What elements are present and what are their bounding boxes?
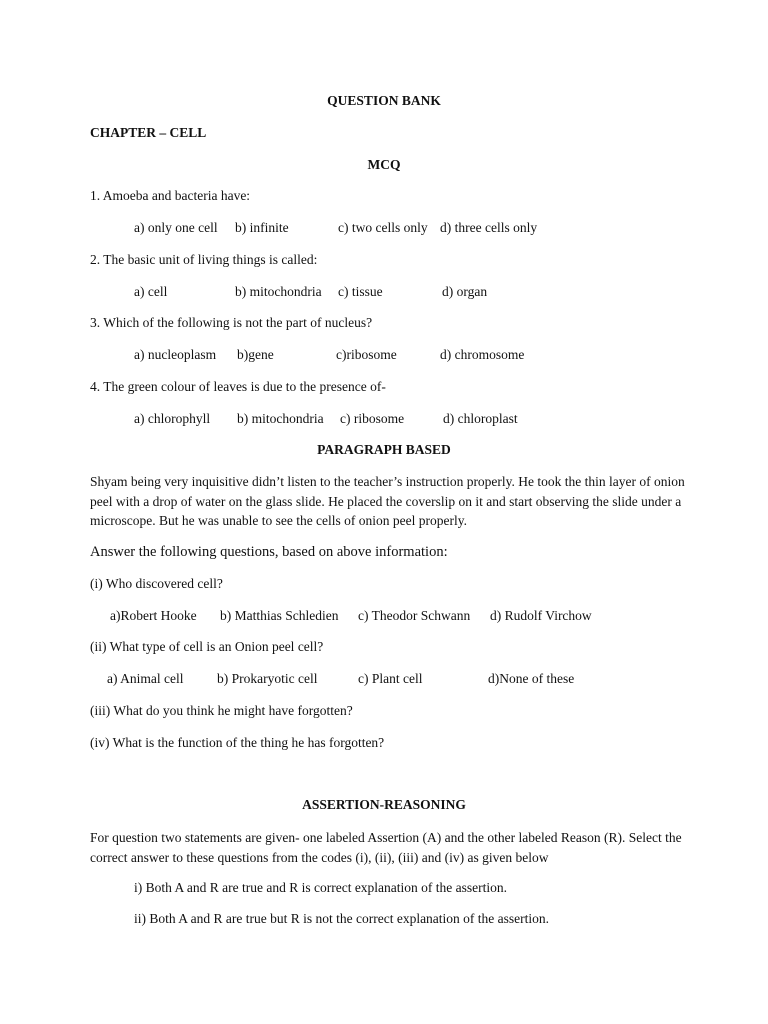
paragraph-passage: Shyam being very inquisitive didn’t listen to the teacher’s instruction properly. He took the thin layer of onion peel with a drop of water on the glass slide. He placed the coverslip on it and start observing the slide under a microscope. But he was unable to see the cells of onion peel properly. xyxy=(90,474,685,528)
mcq-3-option-d: d) chromosome xyxy=(440,347,525,362)
chapter-heading: CHAPTER – CELL xyxy=(90,125,207,140)
pq-1-option-c: c) Theodor Schwann xyxy=(358,608,471,623)
paragraph-question-1: (i) Who discovered cell? xyxy=(90,576,223,591)
assertion-code-2: ii) Both A and R are true but R is not the correct explanation of the assertion. xyxy=(134,911,550,926)
pq-2-option-c: c) Plant cell xyxy=(358,671,423,686)
mcq-question-3: 3. Which of the following is not the part of nucleus? xyxy=(90,315,373,330)
assertion-heading: ASSERTION-REASONING xyxy=(302,797,466,812)
pq-1-option-a: a)Robert Hooke xyxy=(110,608,197,623)
mcq-3-option-c: c)ribosome xyxy=(336,347,397,362)
mcq-2-option-b: b) mitochondria xyxy=(235,284,322,299)
pq-2-option-d: d)None of these xyxy=(488,671,575,686)
pq-2-option-a: a) Animal cell xyxy=(107,671,184,686)
assertion-intro: For question two statements are given- one labeled Assertion (A) and the other labeled Reason (R). Select the correct answer to these questions from the codes (i), (ii), (iii) and (iv) as given below xyxy=(90,830,682,865)
pq-2-option-b: b) Prokaryotic cell xyxy=(217,671,318,686)
paragraph-question-2: (ii) What type of cell is an Onion peel cell? xyxy=(90,639,324,654)
mcq-1-option-a: a) only one cell xyxy=(134,220,218,235)
mcq-3-option-b: b)gene xyxy=(237,347,274,362)
mcq-3-option-a: a) nucleoplasm xyxy=(134,347,217,362)
mcq-1-option-d: d) three cells only xyxy=(440,220,538,235)
paragraph-heading: PARAGRAPH BASED xyxy=(317,442,451,457)
pq-1-option-b: b) Matthias Schledien xyxy=(220,608,339,623)
mcq-question-2: 2. The basic unit of living things is called: xyxy=(90,252,318,267)
mcq-4-option-c: c) ribosome xyxy=(340,411,405,426)
mcq-2-option-a: a) cell xyxy=(134,284,168,299)
mcq-2-option-c: c) tissue xyxy=(338,284,383,299)
mcq-4-option-d: d) chloroplast xyxy=(443,411,518,426)
mcq-4-option-b: b) mitochondria xyxy=(237,411,324,426)
paragraph-question-3: (iii) What do you think he might have forgotten? xyxy=(90,703,353,718)
document-title: QUESTION BANK xyxy=(327,93,441,108)
mcq-1-option-b: b) infinite xyxy=(235,220,289,235)
pq-1-option-d: d) Rudolf Virchow xyxy=(490,608,592,623)
paragraph-instruction: Answer the following questions, based on above information: xyxy=(90,544,448,560)
mcq-4-option-a: a) chlorophyll xyxy=(134,411,211,426)
mcq-question-4: 4. The green colour of leaves is due to the presence of- xyxy=(90,379,386,394)
assertion-code-1: i) Both A and R are true and R is correct explanation of the assertion. xyxy=(134,880,508,895)
mcq-heading: MCQ xyxy=(367,157,401,172)
mcq-1-option-c: c) two cells only xyxy=(338,220,428,235)
mcq-question-1: 1. Amoeba and bacteria have: xyxy=(90,188,251,203)
paragraph-question-4: (iv) What is the function of the thing he has forgotten? xyxy=(90,735,385,750)
mcq-2-option-d: d) organ xyxy=(442,284,488,299)
